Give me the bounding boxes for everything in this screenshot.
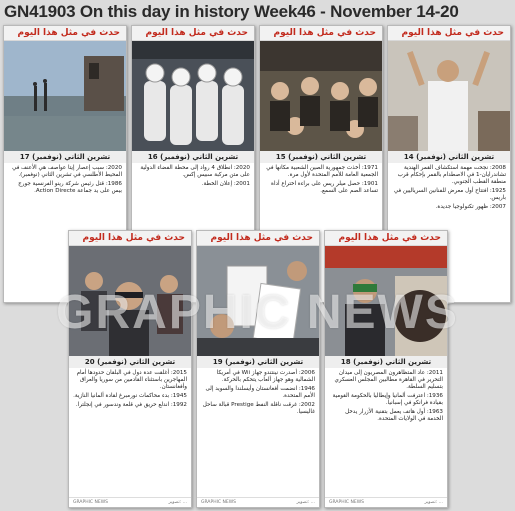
card-header: حدث في مثل هذا اليوم [325, 231, 447, 246]
event-text: 2020: انطلاق 4 رواد إلى محطة الفضاء الدولية على متن مركبة سبيس إكس. [140, 165, 250, 179]
event-text: 1901: حصل ميلر ريس على براءة اختراع أداة تساعد الصم على السمع. [271, 180, 378, 195]
card-body [69, 368, 191, 413]
event-text: 1936: اعترفت ألمانيا وإيطاليا بالحكومة القومية بقيادة فرانكو في إسبانيا. [332, 393, 443, 407]
event-text: 1925: افتتاح أول معرض للفنانين السرياليين في باريس. [393, 188, 506, 202]
footer-photo: تصوير: ... [296, 500, 315, 505]
card-date: 15 تشرين الثاني (نوفمبر) [260, 151, 382, 163]
watermark: GRAPHIC NEWS [56, 286, 459, 339]
card-body [260, 163, 382, 199]
card-date: 20 تشرين الثاني (نوفمبر) [69, 356, 191, 368]
event-text: 1963: أول هاتف يعمل بتقنية الأزرار يدخل الخدمة في الولايات المتحدة. [345, 409, 443, 423]
card-footer [325, 497, 447, 507]
event-text: 2006: أصدرت نينتندو جهاز Wii في أمريكا الشمالية وهو جهاز ألعاب يتحكم بالحركة. [216, 370, 315, 384]
event-text: 1971: أخذت جمهورية الصين الشعبية مكانها في الجمعية العامة للأمم المتحدة لأول مرة. [266, 165, 378, 179]
card-body [388, 163, 510, 215]
card-body [4, 163, 126, 199]
card-body [325, 368, 447, 427]
card-header: حدث في مثل هذا اليوم [4, 26, 126, 41]
card-footer [69, 497, 191, 507]
event-text: 2015: أغلقت عدة دول في البلقان حدودها أمام المهاجرين باستثناء القادمين من سوريا والعراق وأفغانستان. [76, 370, 187, 391]
event-text: 2002: غرقت ناقلة النفط Prestige قبالة ساحل غاليسيا. [202, 401, 315, 416]
card-header: حدث في مثل هذا اليوم [132, 26, 254, 41]
footer-photo: تصوير: ... [424, 500, 443, 505]
footer-credit: GRAPHIC NEWS [201, 500, 237, 505]
event-text: 2001: إعلان الخطة. [201, 180, 250, 187]
card-date: 17 تشرين الثاني (نوفمبر) [4, 151, 126, 163]
event-text: 2020: سبب إعصار إيتا عواصف هي الأعنف في المحيط الأطلسي في تشرين الثاني (نوفمبر). [12, 165, 122, 179]
photo-wii-launch [197, 246, 319, 356]
event-text: 1992: اندلع حريق في قلعة وندسور في إنجلترا. [75, 401, 187, 408]
card-date: 14 تشرين الثاني (نوفمبر) [388, 151, 510, 163]
card-header: حدث في مثل هذا اليوم [260, 26, 382, 41]
card-nov-19 [196, 230, 320, 508]
event-text: 1945: بدء محاكمات نورمبرغ لقادة ألمانيا النازية. [73, 393, 187, 400]
card-body [132, 163, 254, 192]
card-footer [197, 497, 319, 507]
page-title: GN41903 On this day in history Week46 - November 14-20 [4, 2, 459, 21]
card-date: 16 تشرين الثاني (نوفمبر) [132, 151, 254, 163]
photo-flood [4, 41, 126, 151]
footer-credit: GRAPHIC NEWS [329, 500, 365, 505]
footer-credit: GRAPHIC NEWS [73, 500, 109, 505]
photo-un-assembly [260, 41, 382, 151]
event-text: 2008: نجحت مهمة استكشاف القمر الهندية تشاندرايان-1 في الاصطدام بالقمر بإحكام قرب منطقة القطب الجنوبي. [397, 165, 506, 186]
photo-protest [325, 246, 447, 356]
photo-migrants [69, 246, 191, 356]
card-nov-20 [68, 230, 192, 508]
photo-celebration [388, 41, 510, 151]
card-header: حدث في مثل هذا اليوم [69, 231, 191, 246]
photo-astronauts [132, 41, 254, 151]
card-body [197, 368, 319, 420]
card-header: حدث في مثل هذا اليوم [197, 231, 319, 246]
card-nov-18 [324, 230, 448, 508]
event-text: 1946: انضمت أفغانستان وأيسلندا والسويد إلى الأمم المتحدة. [205, 385, 315, 400]
card-header: حدث في مثل هذا اليوم [388, 26, 510, 41]
event-text: 1986: قتل رئيس شركة رينو الفرنسية جورج بيس على يد جماعة Action Directe. [18, 180, 122, 195]
event-text: 2011: عاد المتظاهرون المصريون إلى ميدان التحرير في القاهرة مطالبين المجلس العسكري بتسليم السلطة. [334, 370, 443, 391]
card-date: 18 تشرين الثاني (نوفمبر) [325, 356, 447, 368]
footer-photo: تصوير: ... [168, 500, 187, 505]
card-date: 19 تشرين الثاني (نوفمبر) [197, 356, 319, 368]
event-text: 2007: ظهور تكنولوجيا جديدة. [435, 204, 506, 211]
